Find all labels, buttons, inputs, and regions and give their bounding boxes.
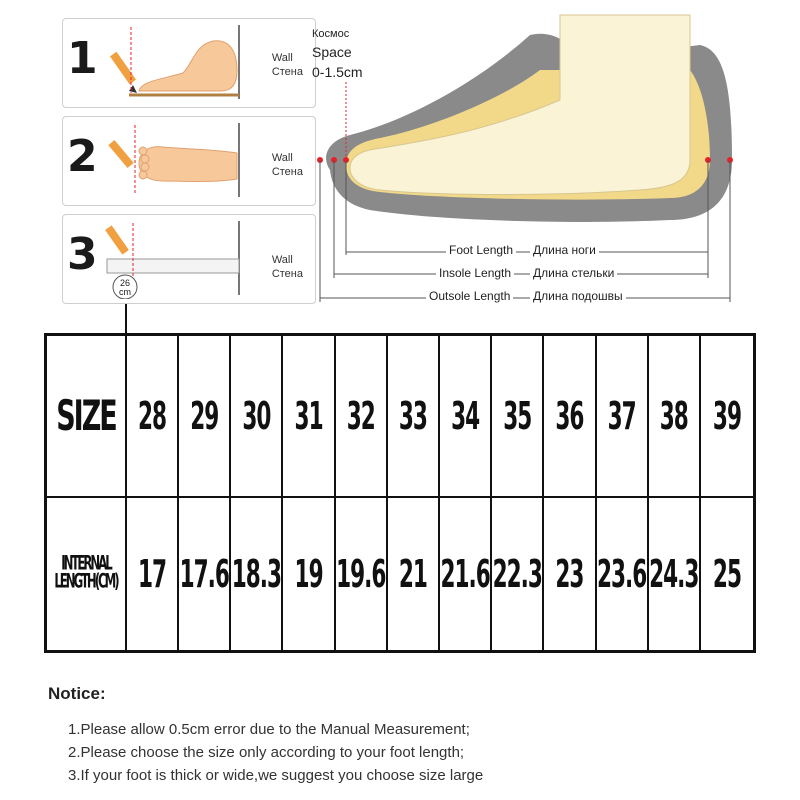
size-header: SIZE xyxy=(47,304,127,528)
notice-line-3: 3.If your foot is thick or wide,we suggest you choose size large xyxy=(68,767,484,784)
notice-title: Notice: xyxy=(48,684,106,703)
size-cell: 34 xyxy=(440,336,492,496)
length-cell: 19 xyxy=(283,498,335,650)
wall-label-ru: Стена xyxy=(271,268,303,280)
size-cell: 36 xyxy=(544,336,596,496)
foot-length-label-en: Foot Length xyxy=(446,243,516,257)
outsole-length-label-ru: Длина подошвы xyxy=(530,289,626,303)
step-number: 2 xyxy=(67,131,98,182)
length-cell: 23 xyxy=(544,498,596,650)
space-label-ru: Космос xyxy=(312,28,350,40)
notice-line-1: 1.Please allow 0.5cm error due to the Manual Measurement; xyxy=(68,721,470,738)
measure-step-3 xyxy=(62,214,316,304)
size-cell: 37 xyxy=(597,336,649,496)
size-cell: 28 xyxy=(127,336,179,496)
length-cell: 17 xyxy=(127,498,179,650)
length-cell: 21.6 xyxy=(440,498,492,650)
foot-top-view-illustration xyxy=(103,121,253,201)
size-cell: 29 xyxy=(179,336,231,496)
length-cell: 17.6 xyxy=(179,498,231,650)
length-cell: 25 xyxy=(712,551,741,597)
size-cell: 33 xyxy=(388,336,440,496)
length-cell: 18.3 xyxy=(231,498,283,650)
size-chart-table xyxy=(44,333,756,653)
space-label-en: Space xyxy=(312,44,352,60)
length-cell: 22.3 xyxy=(492,498,544,650)
shoe-cross-section-diagram xyxy=(310,10,740,310)
size-row xyxy=(47,336,753,498)
wall-label-en: Wall xyxy=(271,152,293,164)
length-cell: 23.6 xyxy=(597,498,649,650)
wall-label-ru: Стена xyxy=(271,166,303,178)
wall-label-ru: Стена xyxy=(271,66,303,78)
outsole-length-label-en: Outsole Length xyxy=(426,289,513,303)
foot-against-wall-illustration xyxy=(103,23,253,103)
length-header: INTERNAL LENGTH(CM) xyxy=(47,498,127,650)
space-value: 0-1.5cm xyxy=(312,64,363,80)
size-cell: 30 xyxy=(231,336,283,496)
measure-step-2 xyxy=(62,116,316,206)
size-cell: 32 xyxy=(336,336,388,496)
length-cell: 19.6 xyxy=(336,498,388,650)
size-cell: 31 xyxy=(283,336,335,496)
size-cell: 38 xyxy=(649,336,701,496)
insole-length-label-en: Insole Length xyxy=(436,266,514,280)
wall-label-en: Wall xyxy=(271,254,293,266)
size-cell: 35 xyxy=(492,336,544,496)
insole-length-label-ru: Длина стельки xyxy=(530,266,617,280)
measure-step-1 xyxy=(62,18,316,108)
length-cell: 21 xyxy=(388,498,440,650)
foot-length-label-ru: Длина ноги xyxy=(530,243,599,257)
size-cell: 39 xyxy=(712,393,741,439)
ruler-value: 26 cm xyxy=(119,278,131,297)
length-cell: 24.3 xyxy=(649,498,701,650)
wall-label-en: Wall xyxy=(271,52,293,64)
step-number: 3 xyxy=(67,229,98,280)
length-row xyxy=(47,498,753,650)
step-number: 1 xyxy=(67,33,98,84)
notice-line-2: 2.Please choose the size only according to your foot length; xyxy=(68,744,465,761)
